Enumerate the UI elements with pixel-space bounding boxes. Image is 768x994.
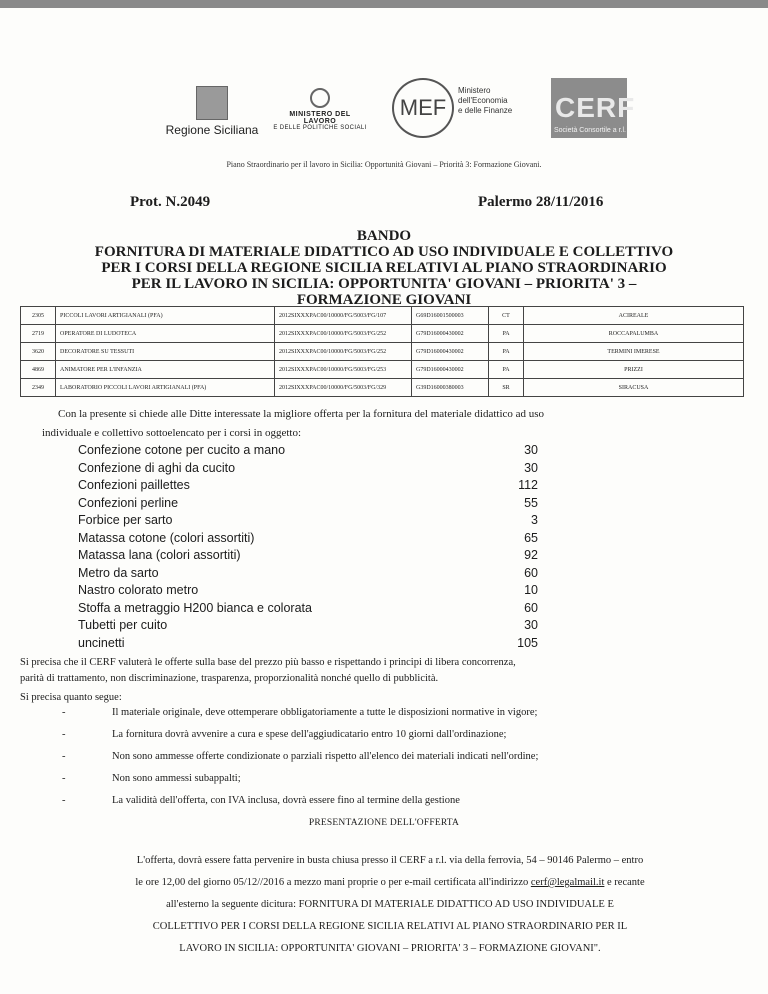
table-row — [21, 379, 744, 397]
course-code: 2012SIXXXPAC00/10000/FG/5003/FG/107 — [275, 307, 412, 325]
precisa-line1a: Si precisa che il CERF valuterà le offerte sulla base del prezzo più basso e rispettando i principi di libera concorrenza, — [20, 657, 516, 668]
intro-line2: individuale e collettivo sottoelencato per i corsi in oggetto: — [42, 427, 302, 439]
mef-logo — [392, 78, 532, 138]
section-heading-presentazione: PRESENTAZIONE DELL'OFFERTA — [308, 818, 460, 828]
material-name: Forbice per sarto — [78, 513, 173, 527]
material-qty: 30 — [524, 443, 538, 457]
list-item — [78, 583, 538, 601]
material-name: Metro da sarto — [78, 565, 159, 580]
intro-line1: Con la presente si chiede alle Ditte interessate la migliore offerta per la fornitura del materiale didattico ad uso — [58, 408, 545, 420]
material-qty: 10 — [524, 583, 538, 597]
list-item — [78, 461, 538, 479]
course-id: 3620 — [21, 343, 56, 361]
material-qty: 3 — [531, 513, 538, 527]
course-id: 4869 — [21, 361, 56, 379]
list-item — [78, 618, 538, 636]
course-prov: PA — [489, 343, 524, 361]
list-item — [78, 496, 538, 514]
courses-table — [20, 306, 744, 397]
title-line1: BANDO — [356, 228, 412, 244]
course-name: ANIMATORE PER L'INFANZIA — [56, 361, 275, 379]
closing-line2 — [60, 872, 720, 894]
course-cup: G79D16000430002 — [412, 325, 489, 343]
material-name: Confezione di aghi da cucito — [78, 460, 236, 475]
course-cup: G39D16000380003 — [412, 379, 489, 397]
mef-text — [458, 86, 512, 116]
closing-line5: LAVORO IN SICILIA: OPPORTUNITA' GIOVANI – PRIORITA' 3 – FORMAZIONE GIOVANI". — [179, 943, 601, 954]
list-item — [78, 443, 538, 461]
trinacria-emblem-icon — [196, 86, 228, 120]
document-title — [60, 228, 708, 308]
title-line3: PER I CORSI DELLA REGIONE SICILIA RELATIVI AL PIANO STRAORDINARIO — [101, 260, 667, 276]
regione-label: Regione Siciliana — [165, 123, 259, 137]
title-line5: FORMAZIONE GIOVANI — [296, 292, 472, 308]
course-name: DECORATORE SU TESSUTI — [56, 343, 275, 361]
course-cup: G79D16000430002 — [412, 343, 489, 361]
material-name: Tubetti per cuito — [78, 618, 168, 632]
material-name: uncinetti — [78, 635, 125, 650]
course-city: ROCCAPALUMBA — [524, 325, 744, 343]
cerf-sub: Società Consortile a r.l. — [554, 127, 626, 134]
course-id: 2349 — [21, 379, 56, 397]
list-item — [78, 636, 538, 654]
course-city: PRIZZI — [524, 361, 744, 379]
list-item — [78, 513, 538, 531]
cerf-name: CERF — [555, 92, 636, 123]
course-code: 2012SIXXXPAC00/10000/FG/5003/FG/252 — [275, 343, 412, 361]
list-item: - Non sono ammesse offerte condizionate o parziali rispetto all'elenco dei materiali indicati nell'ordine; — [62, 751, 722, 773]
closing-line2b: e recante — [604, 877, 645, 888]
mef-text-3: e delle Finanze — [458, 106, 513, 115]
mef-text-2: dell'Economia — [458, 96, 508, 105]
list-item — [78, 531, 538, 549]
table-row — [21, 343, 744, 361]
course-code: 2012SIXXXPAC00/10000/FG/5003/FG/253 — [275, 361, 412, 379]
material-qty: 105 — [517, 635, 538, 650]
title-line4: PER IL LAVORO IN SICILIA: OPPORTUNITA' GIOVANI – PRIORITA' 3 – — [131, 276, 637, 292]
intro-paragraph — [42, 405, 732, 443]
course-city: ACIREALE — [524, 307, 744, 325]
cerf-logo — [551, 78, 636, 138]
mef-text-1: Ministero — [458, 86, 491, 95]
star-emblem-icon — [310, 88, 330, 108]
protocol-number: Prot. N.2049 — [130, 194, 211, 210]
list-item: - Il materiale originale, deve ottemperare obbligatoriamente a tutte le disposizioni normative in vigore; — [62, 707, 722, 729]
conditions-list — [62, 707, 722, 817]
material-qty: 60 — [524, 600, 538, 615]
regione-siciliana-logo — [162, 86, 262, 137]
material-qty: 112 — [518, 478, 538, 492]
closing-line1: L'offerta, dovrà essere fatta pervenire in busta chiusa presso il CERF a r.l. via della ferrovia, 54 – 90146 Palermo – entro — [136, 855, 644, 866]
ministero-line1: MINISTERO DEL LAVORO — [289, 111, 351, 125]
precisa-line1b: parità di trattamento, non discriminazione, trasparenza, proporzionalità nonché quello di pubblicità. — [20, 673, 439, 684]
course-prov: CT — [489, 307, 524, 325]
criteria-paragraph — [20, 655, 732, 687]
material-name: Confezioni paillettes — [78, 478, 190, 492]
table-row — [21, 361, 744, 379]
material-qty: 55 — [524, 495, 538, 510]
material-qty: 92 — [524, 548, 538, 562]
list-item — [78, 548, 538, 566]
email-link[interactable]: cerf@legalmail.it — [530, 877, 605, 888]
material-name: Confezioni perline — [78, 495, 179, 510]
closing-line4: COLLETTIVO PER I CORSI DELLA REGIONE SICILIA RELATIVI AL PIANO STRAORDINARIO PER IL — [152, 921, 628, 932]
material-qty: 30 — [524, 460, 538, 475]
list-item: - La validità dell'offerta, con IVA inclusa, dovrà essere fino al termine della gestione — [62, 795, 722, 817]
course-city: SIRACUSA — [524, 379, 744, 397]
ministero-lavoro-logo — [272, 88, 368, 131]
course-prov: SR — [489, 379, 524, 397]
list-item: - Non sono ammessi subappalti; — [62, 773, 722, 795]
list-item — [78, 478, 538, 496]
list-item: - La fornitura dovrà avvenire a cura e spese dell'aggiudicatario entro 10 giorni dall'ordinazione; — [62, 729, 722, 751]
course-prov: PA — [489, 361, 524, 379]
course-name: LABORATORIO PICCOLI LAVORI ARTIGIANALI (PFA) — [56, 379, 275, 397]
material-name: Matassa cotone (colori assortiti) — [78, 530, 255, 545]
course-code: 2012SIXXXPAC00/10000/FG/5003/FG/252 — [275, 325, 412, 343]
precisa-heading: Si precisa quanto segue: — [20, 692, 122, 703]
material-name: Nastro colorato metro — [78, 583, 199, 597]
materials-list — [78, 443, 538, 653]
ministero-line2: E DELLE POLITICHE SOCIALI — [273, 125, 367, 131]
course-code: 2012SIXXXPAC00/10000/FG/5003/FG/329 — [275, 379, 412, 397]
mef-mark: MEF — [392, 78, 454, 138]
course-id: 2719 — [21, 325, 56, 343]
table-row — [21, 307, 744, 325]
course-name: PICCOLI LAVORI ARTIGIANALI (PFA) — [56, 307, 275, 325]
closing-line3: all'esterno la seguente dicitura: FORNITURA DI MATERIALE DIDATTICO AD USO INDIVIDUALE E — [166, 899, 614, 910]
material-name: Confezione cotone per cucito a mano — [78, 443, 286, 457]
course-id: 2305 — [21, 307, 56, 325]
closing-line2a: le ore 12,00 del giorno 05/12//2016 a mezzo mani proprie o per e-mail certificata all'indirizzo — [135, 877, 531, 888]
material-name: Matassa lana (colori assortiti) — [78, 548, 241, 562]
piano-subtitle: Piano Straordinario per il lavoro in Sicilia: Opportunità Giovani – Priorità 3: Formazione Giovani. — [226, 160, 542, 169]
course-prov: PA — [489, 325, 524, 343]
course-cup: G79D16000430002 — [412, 361, 489, 379]
material-qty: 65 — [524, 530, 538, 545]
course-city: TERMINI IMERESE — [524, 343, 744, 361]
list-item — [78, 601, 538, 619]
scan-top-edge — [0, 0, 768, 8]
title-line2: FORNITURA DI MATERIALE DIDATTICO AD USO INDIVIDUALE E COLLETTIVO — [94, 244, 674, 260]
list-item — [78, 566, 538, 584]
material-name: Stoffa a metraggio H200 bianca e colorata — [78, 600, 312, 615]
table-row — [21, 325, 744, 343]
material-qty: 60 — [524, 565, 538, 580]
document-date: Palermo 28/11/2016 — [478, 194, 604, 210]
material-qty: 30 — [524, 618, 538, 632]
course-cup: G69D16001500003 — [412, 307, 489, 325]
closing-paragraph — [60, 850, 720, 960]
course-name: OPERATORE DI LUDOTECA — [56, 325, 275, 343]
